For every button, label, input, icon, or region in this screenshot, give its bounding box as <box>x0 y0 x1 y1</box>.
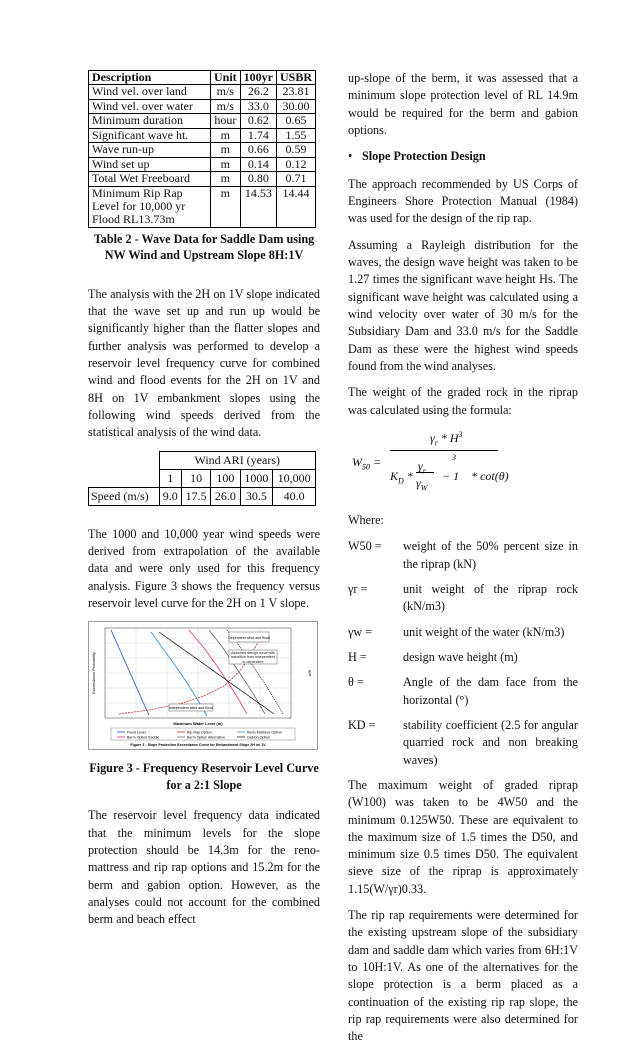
speed-cell: 9.0 <box>159 487 182 505</box>
w50-formula: $W_{50}$ = $\gamma_r * H^3$ 3 $K_D$ * $\gamma_r$ $\gamma_W$ − 1 * cot(θ) <box>352 429 509 493</box>
legend-label: Rip Rap Option <box>187 730 212 735</box>
definition-text: weight of the 50% percent size in the riprap (kN) <box>403 539 578 571</box>
figure3-caption: Figure 3 - Frequency Reservoir Level Curve for a 2:1 Slope <box>89 761 319 792</box>
table2-cell: Wind vel. over land <box>89 85 211 99</box>
right-column <box>348 70 578 1055</box>
table2-cell: 33.0 <box>240 99 276 113</box>
ari-cell: 100 <box>211 469 240 487</box>
table2-cell: Wave run-up <box>89 143 211 157</box>
definition-symbol: γw = <box>348 624 373 639</box>
table2-row <box>89 172 316 186</box>
definition-item <box>348 649 578 666</box>
definition-text: Angle of the dam face from the horizontal (°) <box>403 675 578 707</box>
left-column <box>88 70 320 938</box>
table2-header-cell: USBR <box>276 71 315 85</box>
definition-item <box>348 581 578 616</box>
legend-label: Gabion Option <box>247 735 271 740</box>
table2-cell: Total Wet Freeboard <box>89 172 211 186</box>
table2-row <box>89 85 316 99</box>
wave-data-table <box>88 70 316 228</box>
table2-row <box>89 128 316 142</box>
right-paragraph-3: Assuming a Rayleigh distribution for the waves, the design wave height was taken to be 1.27 times the significant wave height Hs. The significant wave height was calculated using a wind velocity over water of 30 m/s for the Subsidiary Dam and 33.0 m/s for the Saddle Dam as these were the highest wind speeds found from the wind analyses. <box>348 237 578 373</box>
right-paragraph-6: The rip rap requirements were determined for the existing upstream slope of the subsidiary dam and saddle dam which varies from 6H:1V to 10H:1V. As one of the alternatives for the slope protection is a berm placed as a continuation of the existing rip rap slope, the rip rap requirements were also determined for the <box>348 908 578 1044</box>
right-paragraph-5: The maximum weight of graded riprap (W100) was taken to be 4W50 and the minimum 0.125W50. These are equivalent to the maximum size of 1.5 times the D50, and minimum size 0.5 times D50. The equivalent sieve size of the riprap is approximately 1.15(W/γr)0.33. <box>348 777 578 896</box>
table2-cell: 0.59 <box>276 143 315 157</box>
table2-row <box>89 186 316 227</box>
wind-ari-table <box>88 451 316 506</box>
table2-cell: 0.65 <box>276 114 315 128</box>
table2-cell: 1.55 <box>276 128 315 142</box>
table2-cell: Significant wave ht. <box>89 128 211 142</box>
speed-cell: 30.5 <box>240 487 273 505</box>
x-axis-label: Maximum Water Level (m) <box>173 721 223 727</box>
definition-text: unit weight of the riprap rock (kN/m3) <box>403 581 578 614</box>
series-flood-level <box>111 630 149 715</box>
table2-cell: m <box>210 143 240 157</box>
definition-symbol: H = <box>348 649 367 664</box>
where-label: Where: <box>348 512 384 527</box>
heading-text: Slope Protection Design <box>362 149 486 164</box>
table2-cell: 0.14 <box>240 157 276 171</box>
ari-cell: 1 <box>159 469 182 487</box>
table2-row <box>89 143 316 157</box>
speed-cell: 17.5 <box>182 487 211 505</box>
wind-ari-title: Wind ARI (years) <box>159 451 315 469</box>
section-heading <box>348 148 578 165</box>
definition-symbol: γr = <box>348 581 368 596</box>
legend-label: Berm Option Alternative <box>187 735 225 740</box>
bullet-icon: • <box>348 149 353 164</box>
ari-cell: 10,000 <box>273 469 316 487</box>
y-axis-right-label: ARI <box>307 670 312 677</box>
definition-symbol: W50 = <box>348 539 382 554</box>
legend-label: Flood Level <box>127 730 146 735</box>
table2-cell: 23.81 <box>276 85 315 99</box>
table2-cell: 0.71 <box>276 172 315 186</box>
definition-text: unit weight of the water (kN/m3) <box>403 624 565 639</box>
table2-cell: 0.66 <box>240 143 276 157</box>
y-axis-left-label: Exceedance Probability <box>91 652 96 695</box>
definition-text: stability coefficient (2.5 for angular quarried rock and non breaking waves) <box>403 717 578 767</box>
speed-label: Speed (m/s) <box>89 487 160 505</box>
definition-symbol: KD = <box>348 717 376 732</box>
figure3-inner-title: Figure 3 - Slope Protection Exceedance Curve for Embankment Slope 2H on 1V <box>130 743 266 748</box>
table2-cell: 26.2 <box>240 85 276 99</box>
annotation2-text: Assumed design curve with transition from independent to dependent <box>231 651 275 664</box>
table2-cell: 30.00 <box>276 99 315 113</box>
definition-text: design wave height (m) <box>403 649 518 664</box>
table2-cell: 14.44 <box>276 186 315 227</box>
series-berm-saddle <box>189 630 247 714</box>
annotation1-text: Dependent wind and flood <box>228 636 270 641</box>
series-gabion <box>227 630 283 714</box>
left-paragraph-1: The analysis with the 2H on 1V slope indicated that the wave set up and run up would be significantly higher than the flatter slopes and further analysis was performed to develop a reservoir level frequency curve for combined wind and flood events for the 2H on 1V and 8H on 1V embankment slopes using the following wind speeds derived from the statistical analysis of the wind data. <box>88 286 320 440</box>
definition-item <box>348 674 578 709</box>
table2-row <box>89 114 316 128</box>
table2-cell: 1.74 <box>240 128 276 142</box>
left-paragraph-2: The 1000 and 10,000 year wind speeds were derived from extrapolation of the available data and were only used for this frequency analysis. Figure 3 shows the frequency versus reservoir level curve for the 2H on 1 V slope. <box>88 526 320 611</box>
definition-item <box>348 538 578 573</box>
table2-header-cell: 100yr <box>240 71 276 85</box>
table2-header-cell: Description <box>89 71 211 85</box>
table2-cell: m <box>210 186 240 227</box>
series-reno-mattress <box>151 632 207 716</box>
annotation3-text: Independent wind and flood <box>168 706 214 711</box>
table2-header-cell: Unit <box>210 71 240 85</box>
table2-cell: 0.80 <box>240 172 276 186</box>
legend <box>117 731 282 740</box>
table2-cell: hour <box>210 114 240 128</box>
definition-item <box>348 717 578 769</box>
ari-cell: 10 <box>182 469 211 487</box>
table2-cell: m/s <box>210 99 240 113</box>
figure3-chart <box>88 621 318 750</box>
definitions-list <box>348 538 578 769</box>
table2-cell: Minimum Rip Rap Level for 10,000 yr Flood RL13.73m <box>89 186 211 227</box>
right-paragraph-4: The weight of the graded rock in the riprap was calculated using the formula: <box>348 385 578 417</box>
table2-caption: Table 2 - Wave Data for Saddle Dam using NW Wind and Upstream Slope 8H:1V <box>93 231 315 263</box>
ari-cell: 1000 <box>240 469 273 487</box>
right-paragraph-1: up-slope of the berm, it was assessed that a minimum slope protection level of RL 14.9m would be required for the berm and gabion options. <box>348 71 578 137</box>
table2-cell: Minimum duration <box>89 114 211 128</box>
definition-symbol: θ = <box>348 675 364 690</box>
speed-cell: 26.0 <box>211 487 240 505</box>
table2-cell: m <box>210 128 240 142</box>
table2-row <box>89 99 316 113</box>
speed-cell: 40.0 <box>273 487 316 505</box>
table2-cell: m <box>210 157 240 171</box>
left-paragraph-3: The reservoir level frequency data indicated that the minimum levels for the slope protection should be 14.3m for the reno-mattress and rip rap options and 15.2m for the berm and gabion option. However, as the analyses could not account for the combined berm and beach effect <box>88 808 320 927</box>
table2-cell: Wind vel. over water <box>89 99 211 113</box>
table2-cell: Wind set up <box>89 157 211 171</box>
legend-label: Berm Option Saddle <box>127 735 160 740</box>
definition-item <box>348 624 578 641</box>
table2-cell: 14.53 <box>240 186 276 227</box>
right-paragraph-2: The approach recommended by US Corps of Engineers Shore Protection Manual (1984) was used for the design of the rip rap. <box>348 176 578 226</box>
table2-cell: m/s <box>210 85 240 99</box>
table2-cell: m <box>210 172 240 186</box>
legend-label: Reno Mattress Option <box>247 730 282 735</box>
table2-cell: 0.62 <box>240 114 276 128</box>
table2-row <box>89 157 316 171</box>
table2-cell: 0.12 <box>276 157 315 171</box>
